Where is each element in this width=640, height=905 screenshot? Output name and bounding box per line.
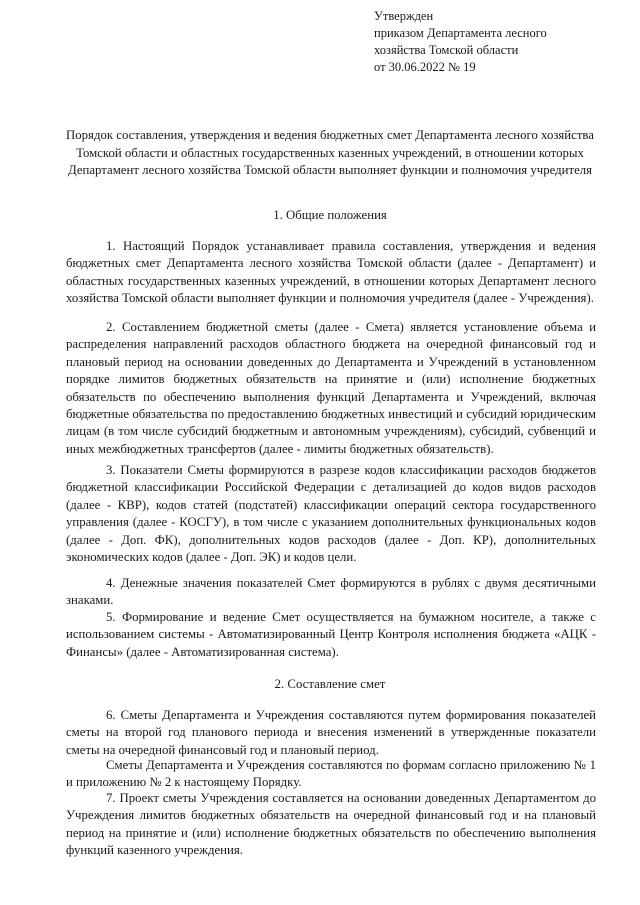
paragraph: 7. Проект сметы Учреждения составляется на основании доведенных Департаментом до Учреждения лимитов бюджетных обязательств на очередной финансовый год и на плановый период на принятие и (или) исполнение бюджетных обязательств по обеспечению выполнения функций казенного учреждения. [66,791,596,858]
section-heading: 2. Составление смет [274,677,386,691]
paragraph: 1. Настоящий Порядок устанавливает правила составления, утверждения и ведения бюджетных смет Департамента лесного хозяйства Томской области (далее - Департамент) и областных государственных казенных учреждений, в отношении которых Департамент лесного хозяйства Томской области выполняет функции и полномочия учредителя (далее - Учреждения). [66,239,596,306]
approval-line: хозяйства Томской области [374,43,519,57]
paragraph: 2. Составлением бюджетной сметы (далее - Смета) является установление объема и распределения направлений расходов областного бюджета на очередной финансовый год и плановый период на основании доведенных до Департамента и Учреждений в установленном порядке лимитов бюджетных обязательств на принятие и (или) исполнение бюджетных обязательств по обеспечению выполнения функций Департамента и Учреждений, включая бюджетные обязательства по предоставлению бюджетных инвестиций и субсидий юридическим лицам (в том числе субсидий бюджетным и автономным учреждениям), субсидий, субвенций и иных межбюджетных трансфертов (далее - лимиты бюджетных обязательств). [66,320,596,456]
paragraph: 4. Денежные значения показателей Смет формируются в рублях с двумя десятичными знаками. [66,576,596,608]
paragraph: 3. Показатели Сметы формируются в разрезе кодов классификации расходов бюджетов бюджетной классификации Российской Федерации с детализацией до кодов видов расходов (далее - КВР), кодов статей (подстатей) классификации операций сектора государственного управления (далее - КОСГУ), в том числе с указанием дополнительных функциональных кодов (далее - Доп. ФК), дополнительных кодов расходов (далее - Доп. КР), дополнительных экономических кодов (далее - Доп. ЭК) и кодов цели. [66,463,596,565]
document-title: Порядок составления, утверждения и ведения бюджетных смет Департамента лесного хозяйства Томской области и областных государственных казенных учреждений, в отношении которых Департамент лесного хозяйства Томской области выполняет функции и полномочия учредителя [66,128,594,177]
approval-stamp [374,8,614,76]
approval-line: Утвержден [374,9,434,23]
approval-line: от 30.06.2022 № 19 [374,60,476,74]
paragraph: 6. Сметы Департамента и Учреждения составляются путем формирования показателей сметы на второй год планового периода и внесения изменений в утвержденные показатели сметы на очередной финансовый год и плановый период. [66,708,596,757]
paragraph: Сметы Департамента и Учреждения составляются по формам согласно приложению № 1 и приложению № 2 к настоящему Порядку. [66,758,596,790]
paragraph: 5. Формирование и ведение Смет осуществляется на бумажном носителе, а также с использованием системы - Автоматизированный Центр Контроля исполнения бюджета «АЦК - Финансы» (далее - Автоматизированная система). [66,610,596,659]
approval-line: приказом Департамента лесного [374,26,547,40]
section-heading: 1. Общие положения [273,208,387,222]
